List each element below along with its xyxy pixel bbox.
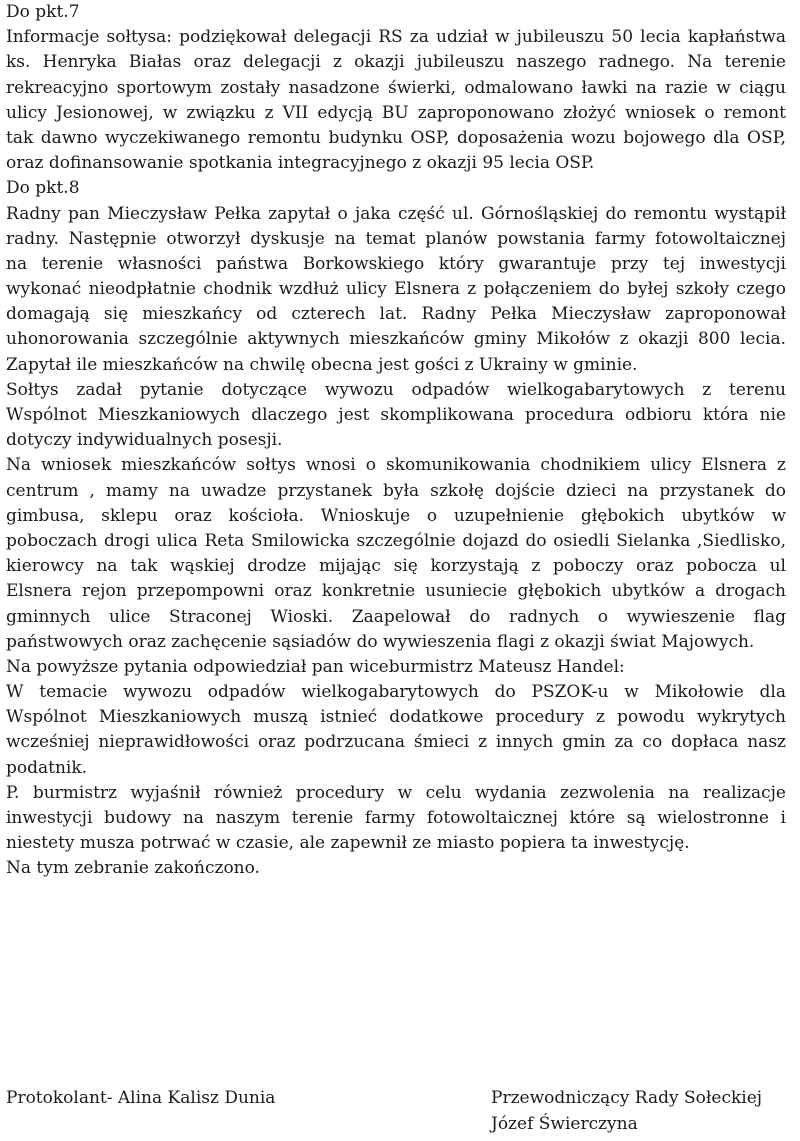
chairman-block [491, 1085, 762, 1137]
chairman-name: Józef Świerczyna [491, 1114, 638, 1134]
paragraph-line: wykonać nieodpłatnie chodnik wzdłuż ulicy Elsnera z połączeniem do byłej szkoły czego [6, 279, 786, 300]
chairman-title: Przewodniczący Rady Sołeckiej [491, 1088, 763, 1108]
paragraph-line: centrum , mamy na uwadze przystanek była szkołę dojście dzieci na przystanek do [6, 480, 786, 501]
paragraph-line: wcześniej nieprawidłowości oraz podrzucana śmieci z innych gmin za co dopłaca nasz [6, 732, 786, 753]
paragraph-line: kierowcy na tak wąskiej drodze mijając się korzystają z poboczy oraz pobocza ul [6, 556, 786, 577]
paragraph-line: Na wniosek mieszkańców sołtys wnosi o skomunikowania chodnikiem ulicy Elsnera z [6, 455, 786, 476]
paragraph-line: inwestycji budowy na naszym terenie farmy fotowoltaicznej które są wielostronne i [6, 808, 786, 828]
document-body [6, 0, 786, 882]
paragraph-line: domagają się mieszkańcy od czterech lat. Radny Pełka Mieczysław zaproponował [6, 304, 786, 325]
closing-line: Na tym zebranie zakończono. [6, 858, 260, 879]
paragraph-line: ulicy Jesionowej, w związku z VII edycją BU zaproponowano złożyć wniosek o remont [6, 102, 786, 123]
paragraph-line: uhonorowania szczególnie aktywnych mieszkańców gminy Mikołów z okazji 800 lecia. [6, 329, 786, 350]
paragraph-line: gimbusa, sklepu oraz kościoła. Wnioskuje o uzupełnienie głębokich ubytków w [6, 505, 786, 526]
paragraph-line: rekreacyjno sportowym zostały nasadzone świerki, odmalowano ławki na razie w ciągu [6, 77, 786, 98]
paragraph-line: radny. Następnie otworzył dyskusje na temat planów powstania farmy fotowoltaicznej [6, 228, 786, 249]
paragraph-line: Wspólnot Mieszkaniowych dlaczego jest skomplikowana procedura odbioru która nie [6, 405, 786, 425]
paragraph-line: W temacie wywozu odpadów wielkogabarytowych do PSZOK-u w Mikołowie dla [6, 682, 786, 703]
paragraph-line: oraz dofinansowanie spotkania integracyjnego z okazji 95 lecia OSP. [6, 153, 595, 174]
paragraph-line: niestety musza potrwać w czasie, ale zapewnił ze miasto popiera ta inwestycję. [6, 833, 690, 854]
protocol-author: Protokolant- Alina Kalisz Dunia [6, 1088, 276, 1108]
paragraph-line: Sołtys zadał pytanie dotyczące wywozu odpadów wielkogabarytowych z terenu [6, 379, 786, 400]
paragraph-line: podatnik. [6, 757, 88, 778]
paragraph-line: Informacje sołtysa: podziękował delegacji RS za udział w jubileuszu 50 lecia kapłaństwa [6, 27, 786, 48]
paragraph-line: Na powyższe pytania odpowiedział pan wiceburmistrz Mateusz Handel: [6, 656, 625, 677]
paragraph-line: tak dawno wyczekiwanego remontu budynku OSP, doposażenia wozu bojowego dla OSP, [6, 127, 786, 148]
paragraph-line: ks. Henryka Białas oraz delegacji z okazji jubileuszu naszego radnego. Na terenie [6, 52, 786, 73]
paragraph-line: Elsnera rejon przepompowni oraz konkretnie usuniecie głębokich ubytków a drogach [6, 581, 786, 602]
paragraph-line: Radny pan Mieczysław Pełka zapytał o jaka część ul. Górnośląskiej do remontu wystąpił [6, 203, 786, 224]
paragraph-line: poboczach drogi ulica Reta Smilowicka szczególnie dojazd do osiedli Sielanka ,Siedlisko, [6, 530, 786, 551]
paragraph-line: dotyczy indywidualnych posesji. [6, 430, 283, 451]
paragraph-line: P. burmistrz wyjaśnił również procedury w celu wydania zezwolenia na realizacje [6, 782, 786, 803]
paragraph-line: na terenie własności państwa Borkowskiego który gwarantuje przy tej inwestycji [6, 253, 786, 274]
paragraph-line: państwowych oraz zachęcenie sąsiadów do wywieszenia flagi z okazji świat Majowych. [6, 631, 755, 652]
paragraph-line: Wspólnot Mieszkaniowych muszą istnieć dodatkowe procedury z powodu wykrytych [6, 707, 786, 728]
section-heading-pkt8: Do pkt.8 [6, 178, 80, 199]
paragraph-line: Zapytał ile mieszkańców na chwilę obecna jest gości z Ukrainy w gminie. [6, 354, 638, 375]
section-heading-pkt7: Do pkt.7 [6, 2, 80, 22]
paragraph-line: gminnych ulice Straconej Wioski. Zaapelował do radnych o wywieszenie flag [6, 606, 786, 627]
